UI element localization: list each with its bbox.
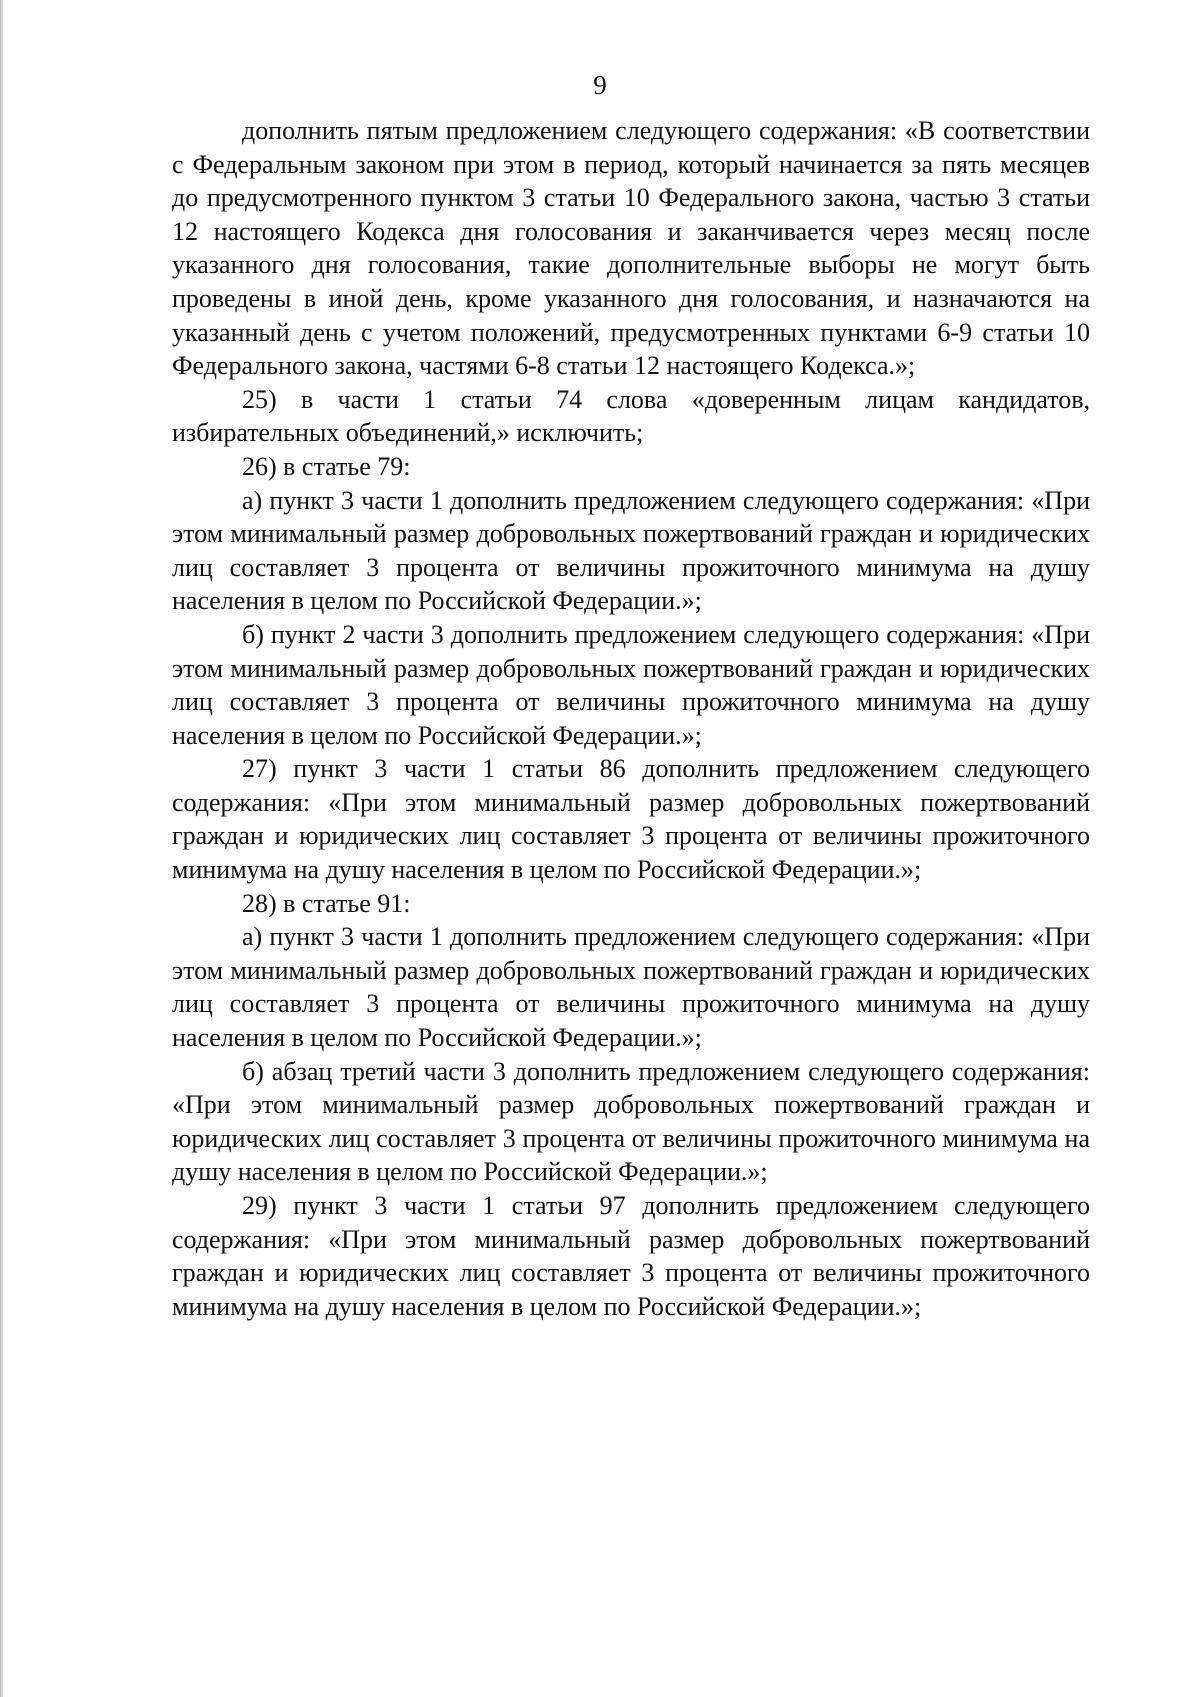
- paragraph-item-26b: б) пункт 2 части 3 дополнить предложением следующего содержания: «При этом минимальный размер добровольных пожертвований граждан и юридических лиц составляет 3 процента от величины прожиточного минимума на душу населения в целом по Российской Федерации.»;: [172, 619, 1090, 750]
- scan-edge-shadow: [0, 0, 3, 1697]
- paragraph-item-26: 26) в статье 79:: [242, 451, 411, 481]
- paragraph-continuation: дополнить пятым предложением следующего содержания: «В соответствии с Федеральным законом при этом в период, который начинается за пять месяцев до предусмотренного пунктом 3 статьи 10 Федерального закона, частью 3 статьи 12 настоящего Кодекса дня голосования и заканчивается через месяц после указанного дня голосования, такие дополнительные выборы не могут быть проведены в иной день, кроме указанного дня голосования, и назначаются на указанный день с учетом положений, предусмотренных пунктами 6-9 статьи 10 Федерального закона, частями 6-8 статьи 12 настоящего Кодекса.»;: [172, 116, 1090, 381]
- document-body: [172, 114, 1090, 1323]
- paragraph-item-28: 28) в статье 91:: [242, 888, 411, 918]
- paragraph-item-25: 25) в части 1 статьи 74 слова «доверенным лицам кандидатов, избирательных объединений,» исключить;: [172, 384, 1090, 448]
- paragraph-item-28a: а) пункт 3 части 1 дополнить предложением следующего содержания: «При этом минимальный размер добровольных пожертвований граждан и юридических лиц составляет 3 процента от величины прожиточного минимума на душу населения в целом по Российской Федерации.»;: [172, 922, 1090, 1053]
- page-number: 9: [593, 70, 607, 100]
- paragraph-item-28b: б) абзац третий части 3 дополнить предложением следующего содержания: «При этом минимальный размер добровольных пожертвований граждан и юридических лиц составляет 3 процента от величины прожиточного минимума на душу населения в целом по Российской Федерации.»;: [172, 1056, 1090, 1187]
- paragraph-item-29: 29) пункт 3 части 1 статьи 97 дополнить предложением следующего содержания: «При этом минимальный размер добровольных пожертвований граждан и юридических лиц составляет 3 процента от величины прожиточного минимума на душу населения в целом по Российской Федерации.»;: [172, 1191, 1090, 1321]
- paragraph-item-27: 27) пункт 3 части 1 статьи 86 дополнить предложением следующего содержания: «При этом минимальный размер добровольных пожертвований граждан и юридических лиц составляет 3 процента от величины прожиточного минимума на душу населения в целом по Российской Федерации.»;: [172, 754, 1090, 885]
- paragraph-item-26a: а) пункт 3 части 1 дополнить предложением следующего содержания: «При этом минимальный размер добровольных пожертвований граждан и юридических лиц составляет 3 процента от величины прожиточного минимума на душу населения в целом по Российской Федерации.»;: [172, 485, 1090, 616]
